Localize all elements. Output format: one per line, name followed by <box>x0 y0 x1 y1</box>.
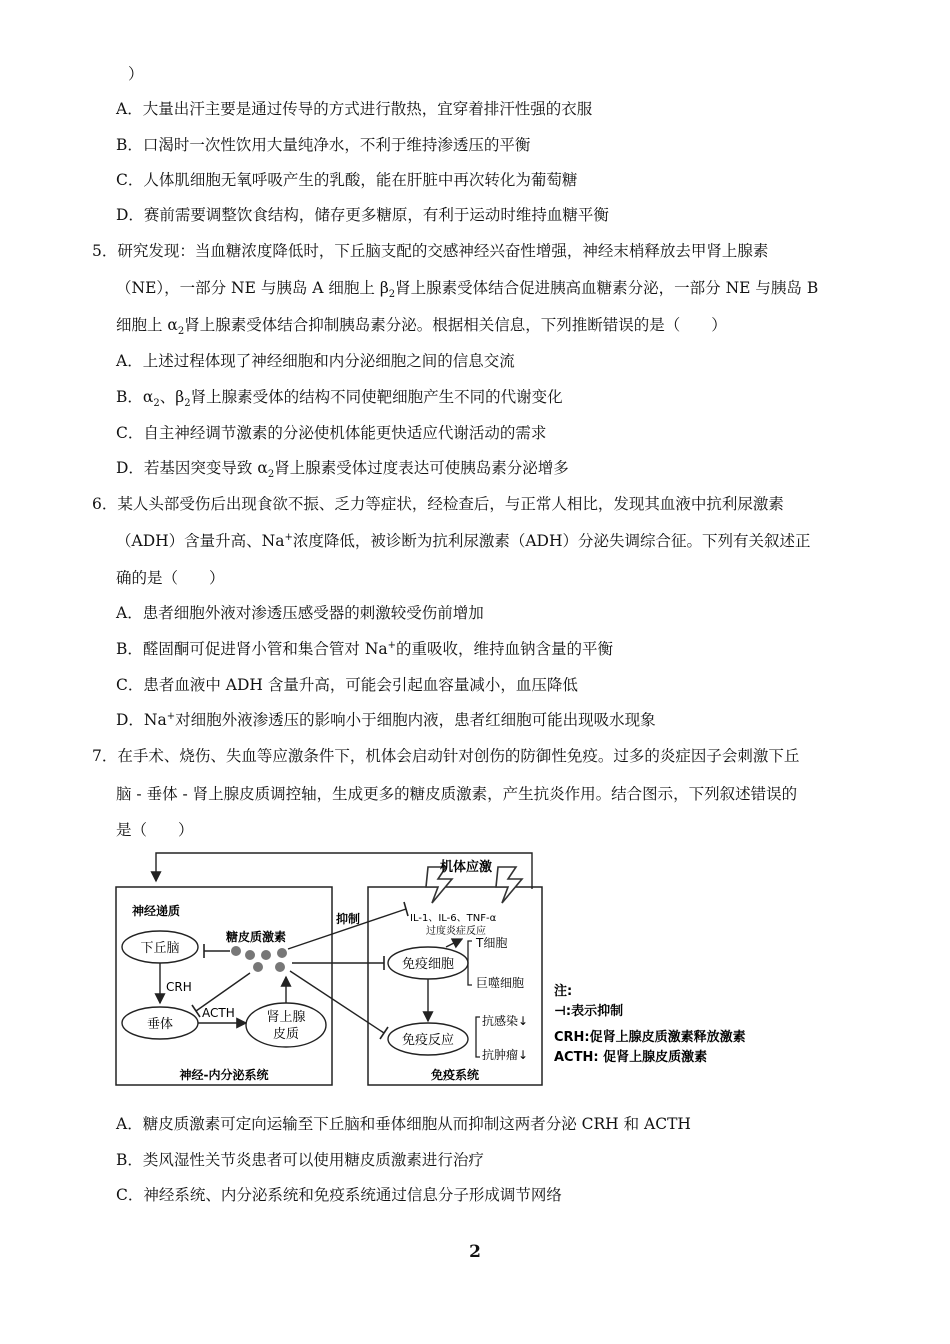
q5-stem-line1: 5．研究发现：当血糖浓度降低时，下丘脑支配的交感神经兴奋性增强，神经末梢释放去甲肾上腺素 <box>92 242 769 260</box>
t-cell-label: T细胞 <box>476 936 508 950</box>
q6-option-b: B．醛固酮可促进肾小管和集合管对 Na+的重吸收，维持血钠含量的平衡 <box>116 639 614 658</box>
hormone-dot <box>277 948 287 958</box>
note-crh: CRH:促肾上腺皮质激素释放激素 <box>554 1030 746 1045</box>
q5-option-d: D．若基因突变导致 $\alpha_2$肾上腺素受体过度表达可使胰岛素分泌增多 <box>116 459 569 481</box>
q6-option-d: D．Na+对细胞外液渗透压的影响小于细胞内液，患者红细胞可能出现吸水现象 <box>116 710 656 729</box>
neuro-endocrine-system-label: 神经-内分泌系统 <box>179 1068 269 1082</box>
q7-option-c: C．神经系统、内分泌系统和免疫系统通过信息分子形成调节网络 <box>116 1186 562 1204</box>
adrenal-label-line2: 皮质 <box>272 1027 300 1042</box>
q6-stem-line1: 6．某人头部受伤后出现食欲不振、乏力等症状，经检查后，与正常人相比，发现其血液中抗利尿激素 <box>92 495 784 513</box>
note-title: 注: <box>554 984 573 999</box>
q6-stem-line2: （ADH）含量升高、Na+浓度降低，被诊断为抗利尿激素（ADH）分泌失调综合征。下列有关叙述正 <box>116 531 811 550</box>
hormone-dot <box>275 962 285 972</box>
hormone-dot <box>231 946 241 956</box>
q6-stem-line3: 确的是（ ） <box>116 569 225 587</box>
q4-paren-tail: ） <box>128 65 144 83</box>
q5-option-c: C．自主神经调节激素的分泌使机体能更快适应代谢活动的需求 <box>116 424 547 442</box>
stress-label: 机体应激 <box>440 860 493 875</box>
excess-inflammation-label: 过度炎症反应 <box>426 926 486 937</box>
q4-option-c: C．人体肌细胞无氧呼吸产生的乳酸，能在肝脏中再次转化为葡萄糖 <box>116 171 578 189</box>
q7-stem-line1: 7．在手术、烧伤、失血等应激条件下，机体会启动针对创伤的防御性免疫。过多的炎症因子会刺激下丘 <box>92 747 800 765</box>
macrophage-label: 巨噬细胞 <box>476 976 525 990</box>
q7-option-b: B．类风湿性关节炎患者可以使用糖皮质激素进行治疗 <box>116 1151 484 1169</box>
pituitary-label: 垂体 <box>146 1017 174 1032</box>
crh-label: CRH <box>166 980 192 994</box>
inhibit-label: 抑制 <box>336 912 361 926</box>
anti-infection-label: 抗感染↓ <box>482 1014 529 1028</box>
neuro-transmitter-label: 神经递质 <box>132 904 181 918</box>
immune-system-label: 免疫系统 <box>430 1068 480 1082</box>
note-inhibit: ⊣:表示抑制 <box>554 1004 624 1019</box>
cytokines-label: IL-1、IL-6、TNF-α <box>410 913 497 924</box>
q7-stem-line2: 脑 - 垂体 - 肾上腺皮质调控轴，生成更多的糖皮质激素，产生抗炎作用。结合图示，下列叙述错误的 <box>116 785 798 803</box>
immune-response-label: 免疫反应 <box>401 1033 455 1048</box>
q7-stem-line3: 是（ ） <box>116 821 194 839</box>
adrenal-label-line1: 肾上腺 <box>266 1010 306 1025</box>
q4-option-b: B．口渴时一次性饮用大量纯净水，不利于维持渗透压的平衡 <box>116 136 531 154</box>
q6-option-a: A．患者细胞外液对渗透压感受器的刺激较受伤前增加 <box>116 604 484 622</box>
anti-tumor-label: 抗肿瘤↓ <box>482 1048 529 1062</box>
hormone-dot <box>245 950 255 960</box>
q5-stem-line2: （NE），一部分 NE 与胰岛 A 细胞上 $\beta_2$肾上腺素受体结合促进胰高血糖素分泌，一部分 NE 与胰岛 B <box>116 279 819 301</box>
q4-option-d: D．赛前需要调整饮食结构，储存更多糖原，有利于运动时维持血糖平衡 <box>116 206 609 224</box>
page-number: 2 <box>469 1242 481 1262</box>
immune-cells-label: 免疫细胞 <box>401 957 455 972</box>
note-acth: ACTH: 促肾上腺皮质激素 <box>554 1050 708 1065</box>
q5-option-a: A．上述过程体现了神经细胞和内分泌细胞之间的信息交流 <box>116 352 515 370</box>
q7-option-a: A．糖皮质激素可定向运输至下丘脑和垂体细胞从而抑制这两者分泌 CRH 和 ACTH <box>116 1115 691 1133</box>
hormone-dot <box>253 962 263 972</box>
acth-label: ACTH <box>202 1006 235 1020</box>
q5-option-b: B．$\alpha_2$、$\beta_2$肾上腺素受体的结构不同使靶细胞产生不同的代谢变化 <box>116 388 563 410</box>
stress-lightning-icon <box>496 867 522 903</box>
hormone-dot <box>261 950 271 960</box>
q4-option-a: A．大量出汗主要是通过传导的方式进行散热，宜穿着排汗性强的衣服 <box>116 100 593 118</box>
q6-option-c: C．患者血液中 ADH 含量升高，可能会引起血容量减小，血压降低 <box>116 676 578 694</box>
hypothalamus-label: 下丘脑 <box>140 941 180 956</box>
regulation-diagram <box>110 845 810 1095</box>
glucocorticoid-label: 糖皮质激素 <box>226 930 287 944</box>
q5-stem-line3: 细胞上 $\alpha_2$肾上腺素受体结合抑制胰岛素分泌。根据相关信息，下列推断错误的是（ ） <box>116 316 727 338</box>
